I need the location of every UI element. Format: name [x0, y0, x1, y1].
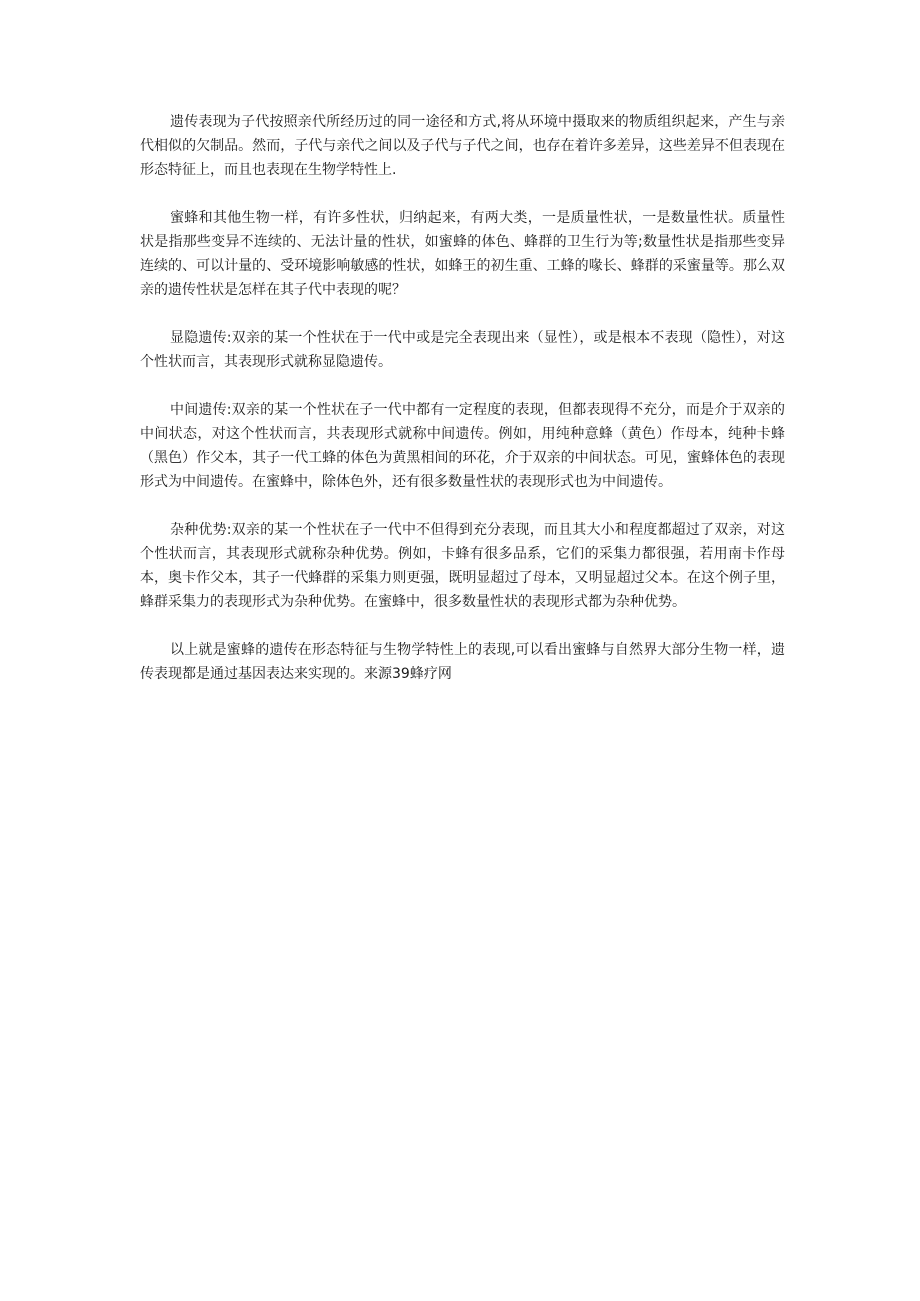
paragraph-heterosis: 杂种优势:双亲的某一个性状在子一代中不但得到充分表现，而且其大小和程度都超过了双亲，对这个性状而言，其表现形式就称杂种优势。例如，卡蜂有很多品系，它们的采集力都很强，若用南卡作母本，奥卡作父本，其子一代蜂群的采集力则更强，既明显超过了母本，又明显超过父本。在这个例子里，蜂群采集力的表现形式为杂种优势。在蜜蜂中，很多数量性状的表现形式都为杂种优势。 — [140, 522, 785, 610]
document-body — [140, 110, 785, 710]
paragraph-inheritance-intro: 遗传表现为子代按照亲代所经历过的同一途径和方式,将从环境中摄取来的物质组织起来，产生与亲代相似的欠制品。然而，子代与亲代之间以及子代与子代之间，也存在着许多差异，这些差异不但表现在形态特征上，而且也表现在生物学特性上. — [140, 114, 785, 178]
paragraph-dominant-recessive: 显隐遗传:双亲的某一个性状在于一代中或是完全表现出来（显性），或是根本不表现（隐性），对这个性状而言，其表现形式就称显隐遗传。 — [140, 330, 785, 370]
paragraph-intermediate-inheritance: 中间遗传:双亲的某一个性状在子一代中都有一定程度的表现，但都表现得不充分，而是介于双亲的中间状态，对这个性状而言，共表现形式就称中间遗传。例如，用纯种意蜂（黄色）作母本，纯种卡蜂（黑色）作父本，其子一代工蜂的体色为黄黑相间的环花，介于双亲的中间状态。可见，蜜蜂体色的表现形式为中间遗传。在蜜蜂中，除体色外，还有很多数量性状的表现形式也为中间遗传。 — [140, 402, 785, 490]
paragraph-conclusion: 以上就是蜜蜂的遗传在形态特征与生物学特性上的表现,可以看出蜜蜂与自然界大部分生物一样，遗传表现都是通过基因表达来实现的。来源39蜂疗网 — [140, 642, 785, 682]
paragraph-trait-types: 蜜蜂和其他生物一样，有许多性状，归纳起来，有两大类，一是质量性状，一是数量性状。质量性状是指那些变异不连续的、无法计量的性状，如蜜蜂的体色、蜂群的卫生行为等;数量性状是指那些变异连续的、可以计量的、受环境影响敏感的性状，如蜂王的初生重、工蜂的喙长、蜂群的采蜜量等。那么双亲的遗传性状是怎样在其子代中表现的呢？ — [140, 210, 785, 298]
